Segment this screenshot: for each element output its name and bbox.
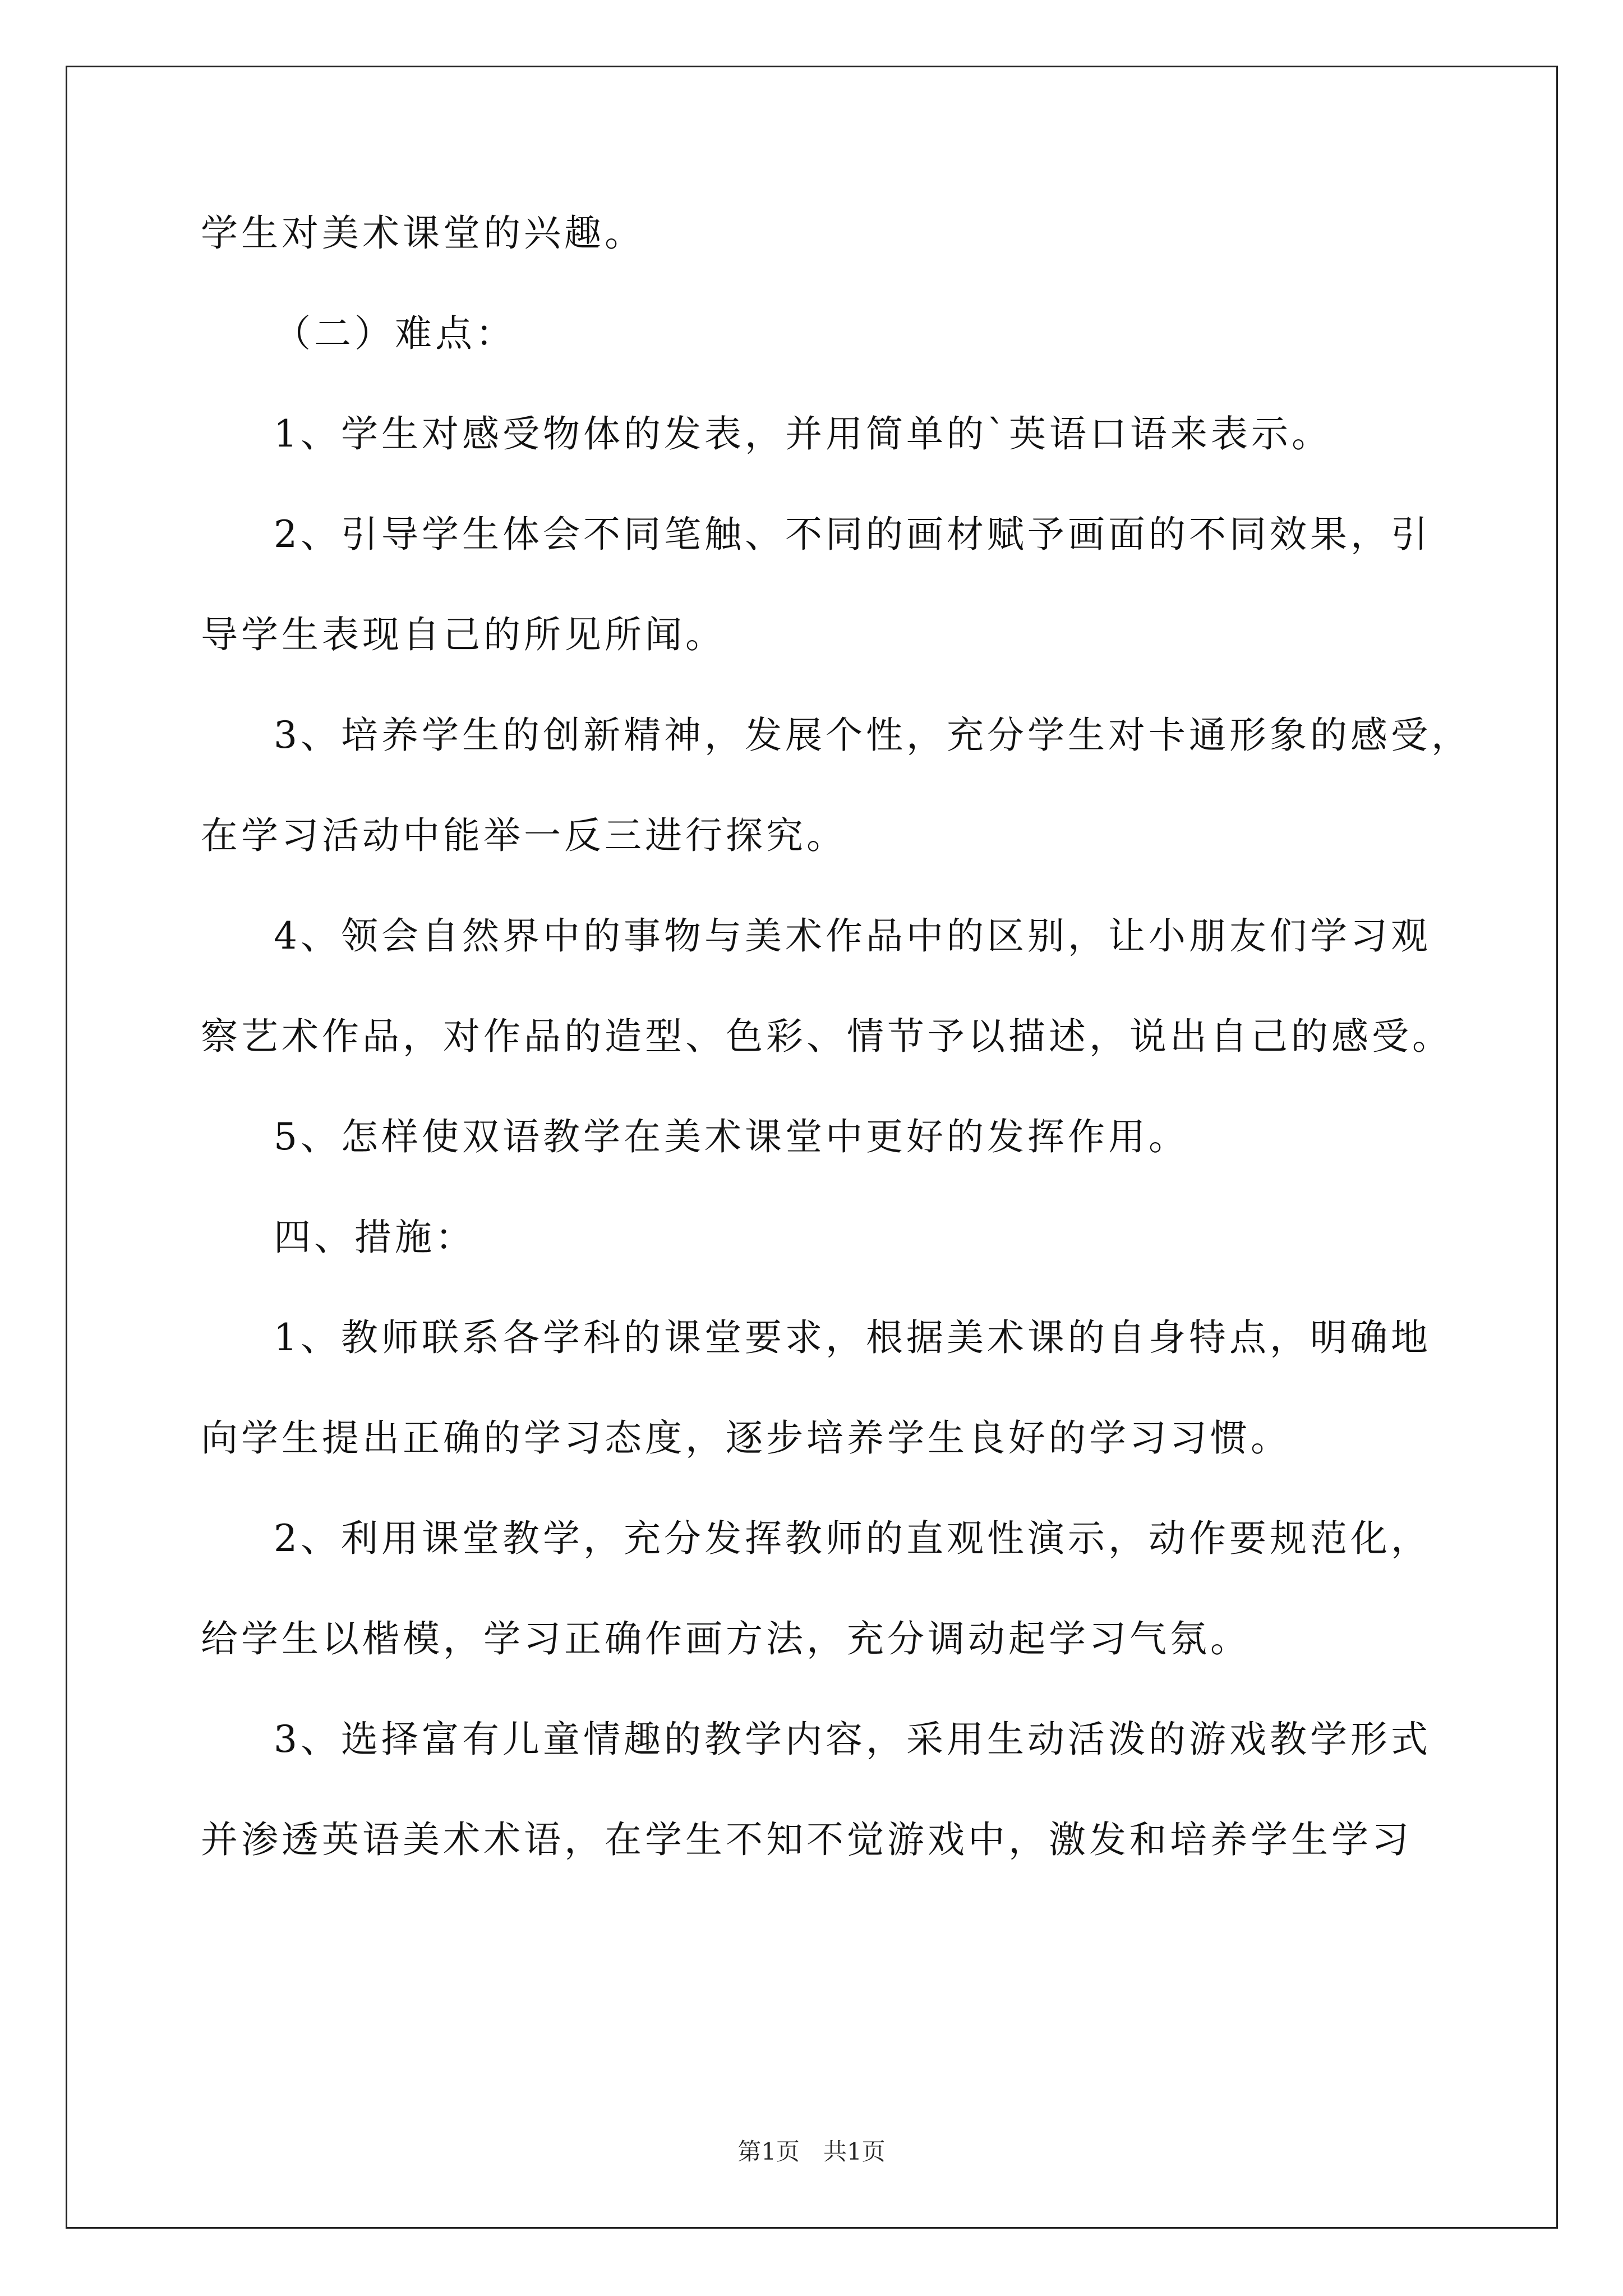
text-line: 2、引导学生体会不同笔触、不同的画材赋予画面的不同效果，引 bbox=[274, 513, 1431, 556]
page-number-footer: 第1页 共1页 bbox=[737, 2138, 886, 2165]
text-line: 4、领会自然界中的事物与美术作品中的区别，让小朋友们学习观 bbox=[274, 914, 1431, 958]
text-line: 在学习活动中能举一反三进行探究。 bbox=[201, 814, 847, 857]
text-line: 导学生表现自己的所见所闻。 bbox=[201, 613, 726, 656]
text-line: 给学生以楷模，学习正确作画方法，充分调动起学习气氛。 bbox=[201, 1617, 1251, 1660]
text-line: 察艺术作品，对作品的造型、色彩、情节予以描述，说出自己的感受。 bbox=[201, 1015, 1453, 1058]
text-line: 3、选择富有儿童情趣的教学内容，采用生动活泼的游戏教学形式 bbox=[274, 1718, 1431, 1761]
text-line: 四、措施： bbox=[274, 1216, 476, 1259]
text-line: 1、教师联系各学科的课堂要求，根据美术课的自身特点，明确地 bbox=[274, 1316, 1431, 1359]
text-line: 并渗透英语美术术语，在学生不知不觉游戏中，激发和培养学生学习 bbox=[201, 1818, 1412, 1861]
text-line: 学生对美术课堂的兴趣。 bbox=[201, 211, 645, 255]
text-line: （二）难点： bbox=[274, 312, 516, 355]
text-line: 2、利用课堂教学，充分发挥教师的直观性演示，动作要规范化， bbox=[274, 1517, 1431, 1560]
text-line: 3、培养学生的创新精神，发展个性，充分学生对卡通形象的感受， bbox=[274, 714, 1472, 757]
text-line: 向学生提出正确的学习态度，逐步培养学生良好的学习习惯。 bbox=[201, 1416, 1291, 1460]
text-line: 1、学生对感受物体的发表，并用简单的`英语口语来表示。 bbox=[274, 412, 1332, 455]
text-line: 5、怎样使双语教学在美术课堂中更好的发挥作用。 bbox=[274, 1115, 1189, 1158]
